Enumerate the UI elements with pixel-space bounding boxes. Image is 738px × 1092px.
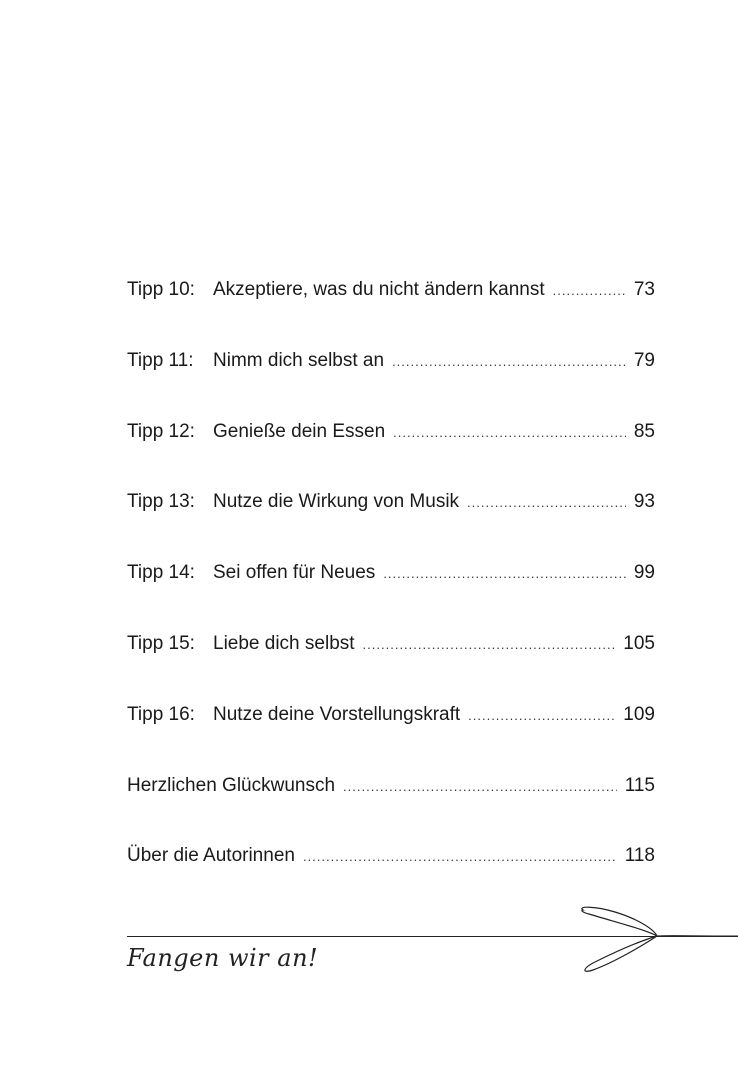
- toc-page: 118: [624, 845, 655, 867]
- toc-page: 115: [624, 774, 655, 796]
- toc-title: Nimm dich selbst an: [213, 349, 385, 371]
- toc-title: Sei offen für Neues: [213, 562, 376, 584]
- toc-label: Tipp 15:: [127, 632, 195, 654]
- toc-entry[interactable]: [127, 421, 655, 492]
- toc-title: Akzeptiere, was du nicht ändern kannst: [213, 279, 545, 300]
- toc-entry[interactable]: [127, 562, 655, 633]
- toc-title: Genieße dein Essen: [213, 420, 386, 442]
- toc-label: Tipp 14:: [127, 562, 195, 584]
- toc-page: 73: [633, 279, 655, 300]
- toc-title: Nutze die Wirkung von Musik: [213, 491, 460, 513]
- toc-label: Tipp 13:: [127, 491, 195, 513]
- dot-leader: [363, 637, 616, 652]
- dot-leader: [467, 495, 626, 510]
- arrow-icon: [575, 900, 738, 975]
- toc-page: 99: [633, 562, 655, 584]
- toc-entry[interactable]: [127, 491, 655, 562]
- dot-leader: [383, 566, 626, 581]
- toc-page: 93: [633, 491, 655, 513]
- toc-title: Herzlichen Glückwunsch: [127, 774, 336, 796]
- toc-entry[interactable]: [127, 633, 655, 704]
- toc-page: 109: [623, 703, 655, 725]
- toc-label: Tipp 11:: [127, 349, 194, 371]
- toc-entry[interactable]: [127, 704, 655, 775]
- toc-page: 85: [633, 420, 655, 442]
- dot-leader: [303, 849, 617, 864]
- toc-entry[interactable]: [127, 775, 655, 846]
- toc-label: Tipp 16:: [127, 703, 195, 725]
- dot-leader: [468, 708, 615, 723]
- toc-title: Über die Autorinnen: [127, 845, 295, 867]
- dot-leader: [553, 283, 626, 298]
- dot-leader: [393, 425, 626, 440]
- toc-label: Tipp 10:: [127, 279, 195, 300]
- toc-entry[interactable]: [127, 350, 655, 421]
- dot-leader: [392, 354, 626, 369]
- toc-title: Liebe dich selbst: [213, 632, 355, 654]
- table-of-contents: [127, 279, 655, 916]
- toc-title: Nutze deine Vorstellungskraft: [213, 703, 461, 725]
- handwritten-caption: Fangen wir an!: [127, 944, 319, 972]
- dot-leader: [343, 779, 617, 794]
- toc-label: Tipp 12:: [127, 420, 195, 442]
- toc-entry[interactable]: [127, 279, 655, 350]
- toc-page: 105: [623, 632, 655, 654]
- toc-page: 79: [633, 349, 655, 371]
